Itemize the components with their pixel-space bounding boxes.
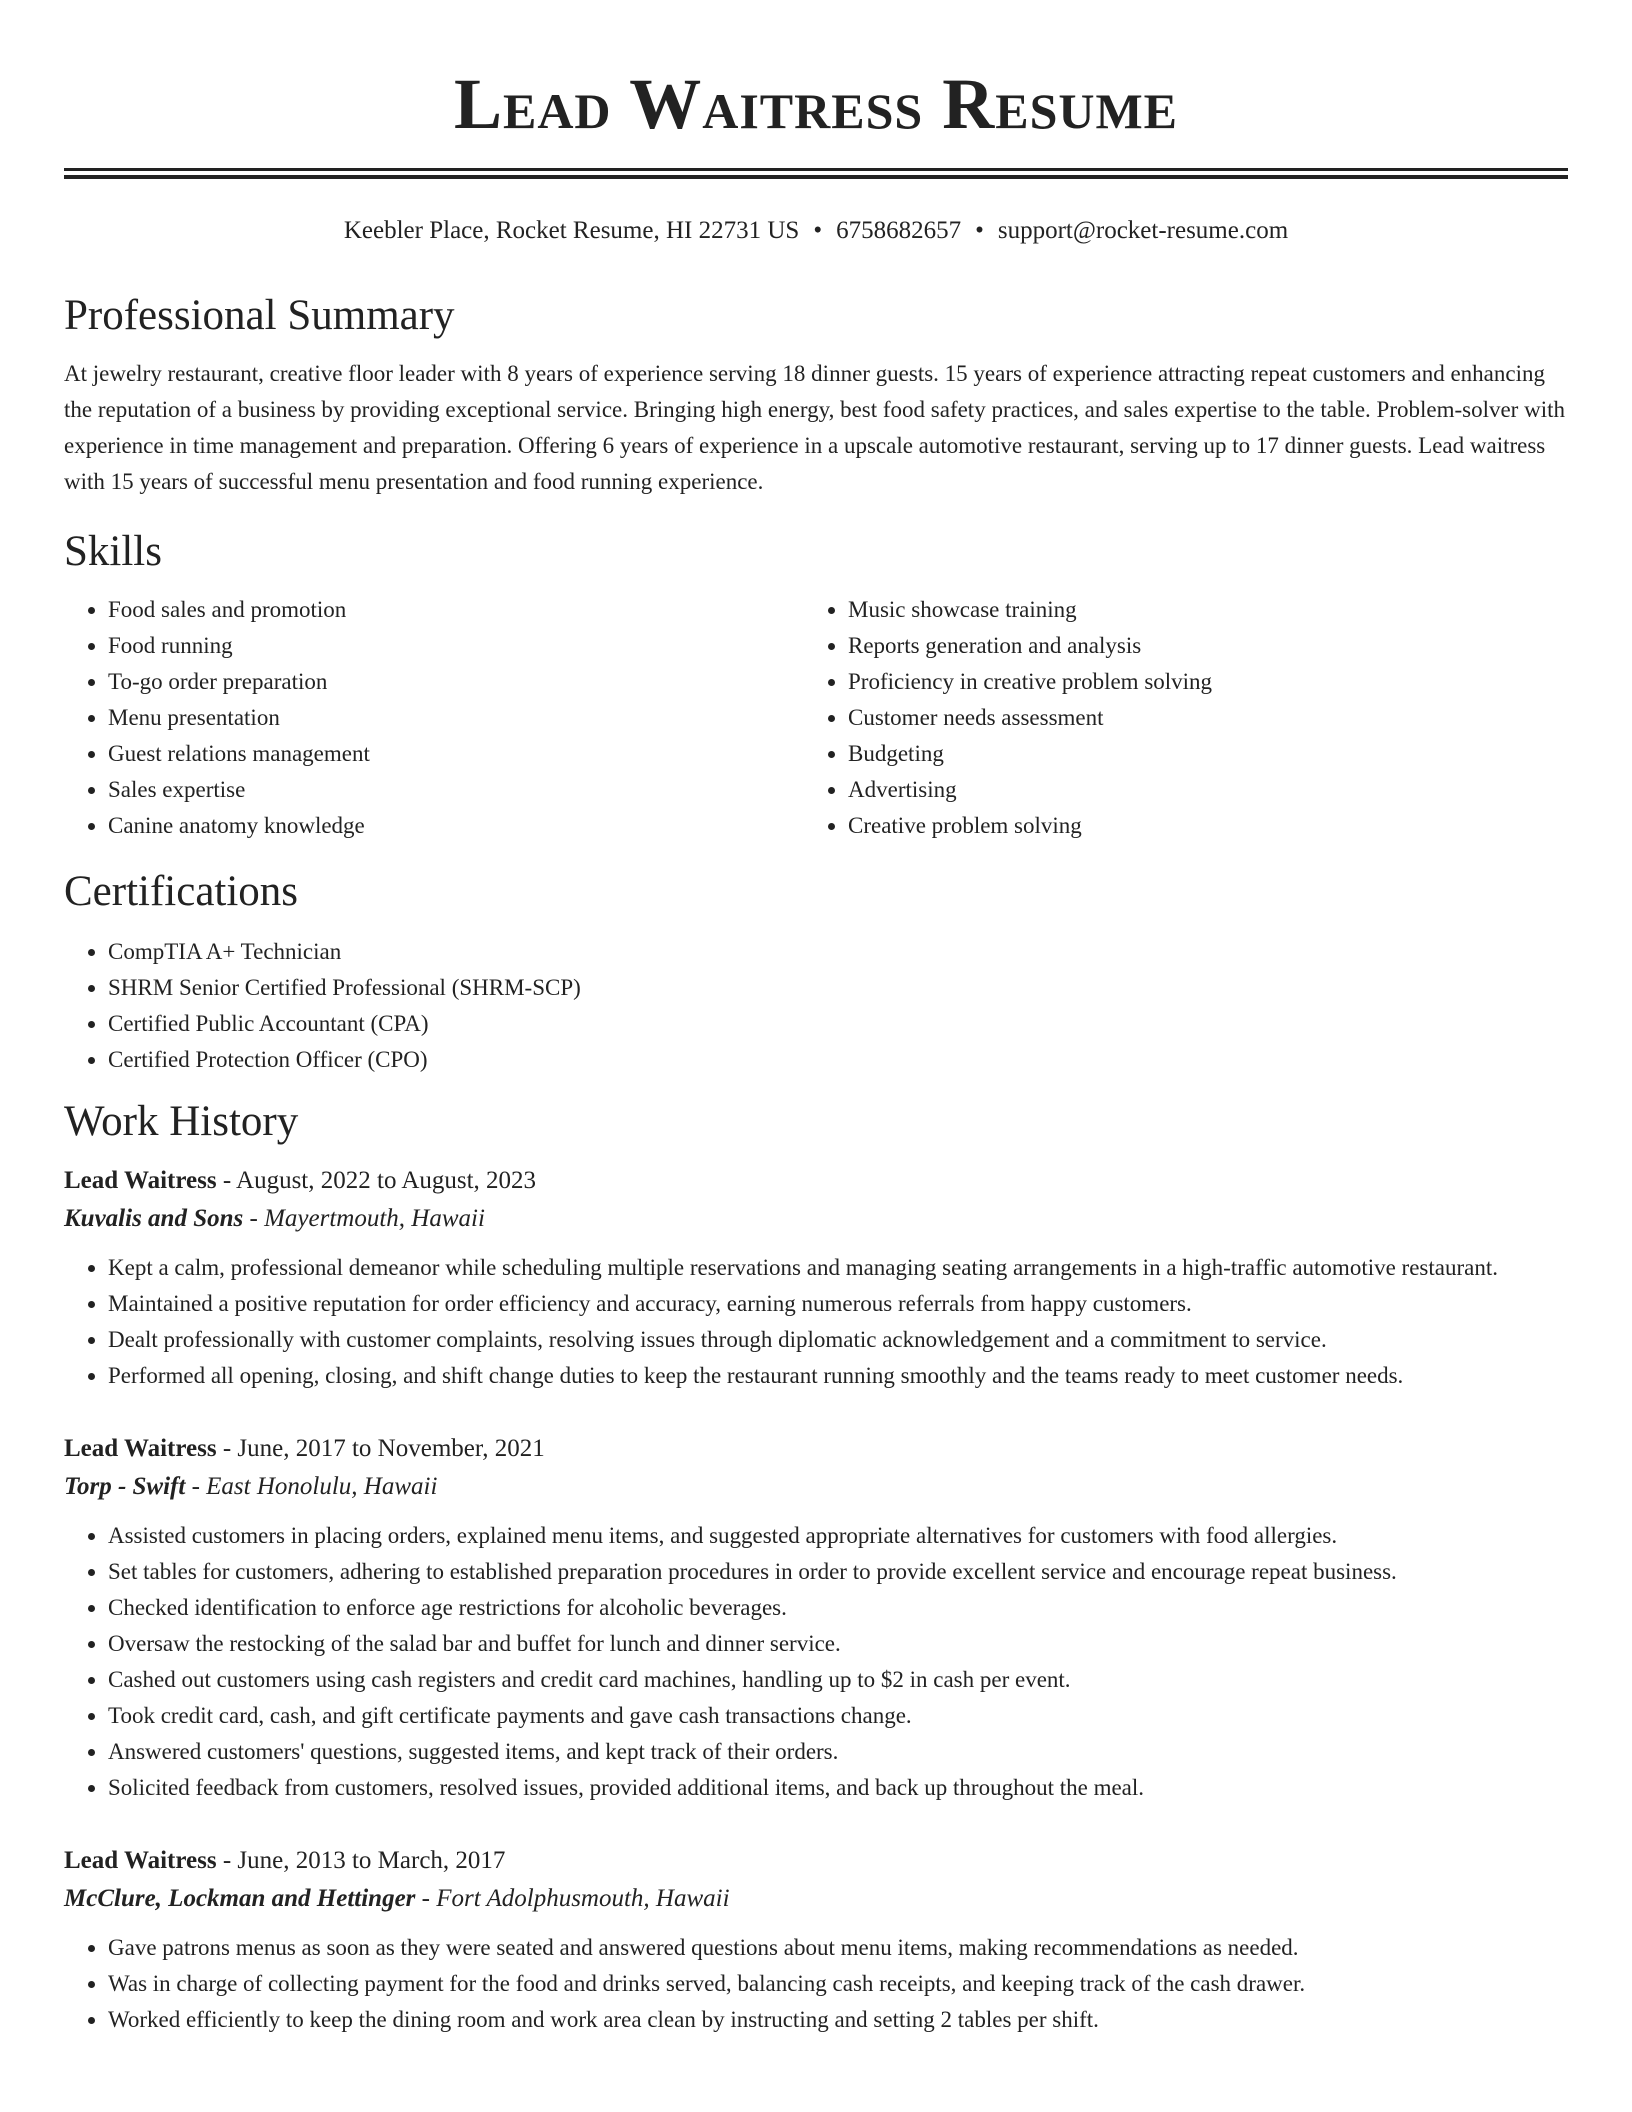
skills-columns — [64, 592, 1568, 844]
contact-separator: • — [813, 217, 823, 244]
job-dates: - August, 2022 to August, 2023 — [216, 1167, 537, 1194]
job-company-line — [64, 1468, 1568, 1506]
job-bullet: • Answered customers' questions, suggested items, and kept track of their orders. — [108, 1734, 1568, 1770]
job-location: - Fort Adolphusmouth, Hawaii — [415, 1885, 730, 1912]
job-header — [64, 1842, 1568, 1880]
title-divider — [64, 168, 1568, 179]
job-dates: - June, 2013 to March, 2017 — [216, 1847, 506, 1874]
job-bullet: • Took credit card, cash, and gift certificate payments and gave cash transactions change. — [108, 1698, 1568, 1734]
job-bullets — [64, 1930, 1568, 2038]
certification-item: • Certified Public Accountant (CPA) — [108, 1006, 1568, 1042]
job-company: Kuvalis and Sons — [64, 1205, 244, 1232]
skill-item: • Customer needs assessment — [848, 700, 1212, 736]
job-entry — [64, 1162, 1568, 1394]
job-company-line — [64, 1200, 1568, 1238]
skill-item: • Food sales and promotion — [108, 592, 806, 628]
skill-item: • Reports generation and analysis — [848, 628, 1212, 664]
skill-item: • Music showcase training — [848, 592, 1212, 628]
skill-item: • Food running — [108, 628, 806, 664]
resume-title: Lead Waitress Resume — [453, 64, 1179, 144]
contact-phone: 6758682657 — [836, 217, 962, 244]
skills-heading: Skills — [64, 528, 162, 575]
job-company: McClure, Lockman and Hettinger — [64, 1885, 416, 1912]
job-bullet: • Gave patrons menus as soon as they were seated and answered questions about menu items, making recommendations as needed. — [108, 1930, 1568, 1966]
certifications-list — [64, 934, 1568, 1078]
contact-email: support@rocket-resume.com — [997, 217, 1289, 244]
job-entry — [64, 1430, 1568, 1806]
contact-separator: • — [975, 217, 984, 244]
work-history-heading: Work History — [64, 1098, 299, 1145]
job-bullet: • Assisted customers in placing orders, explained menu items, and suggested appropriate alternatives for customers with food allergies. — [108, 1518, 1568, 1554]
job-bullet: • Oversaw the restocking of the salad bar and buffet for lunch and dinner service. — [108, 1626, 1568, 1662]
job-company: Torp - Swift — [64, 1473, 186, 1500]
skill-item: • Proficiency in creative problem solving — [848, 664, 1212, 700]
contact-line — [64, 214, 1568, 248]
certification-item: • SHRM Senior Certified Professional (SHRM-SCP) — [108, 970, 1568, 1006]
job-bullet: • Kept a calm, professional demeanor while scheduling multiple reservations and managing seating arrangements in a high-traffic automotive restaurant. — [108, 1250, 1568, 1286]
skill-item: • Advertising — [848, 772, 1212, 808]
skill-item: • Guest relations management — [108, 736, 806, 772]
skills-left-list — [64, 592, 806, 844]
job-bullet: • Performed all opening, closing, and shift change duties to keep the restaurant running smoothly and the teams ready to meet customer needs. — [108, 1358, 1568, 1394]
job-header — [64, 1430, 1568, 1468]
job-bullet: • Maintained a positive reputation for order efficiency and accuracy, earning numerous referrals from happy customers. — [108, 1286, 1568, 1322]
job-entry — [64, 1842, 1568, 2038]
job-bullet: • Solicited feedback from customers, resolved issues, provided additional items, and back up throughout the meal. — [108, 1770, 1568, 1806]
job-company-line — [64, 1880, 1568, 1918]
job-bullet: • Cashed out customers using cash registers and credit card machines, handling up to $2 in cash per event. — [108, 1662, 1568, 1698]
job-bullet: • Was in charge of collecting payment for the food and drinks served, balancing cash receipts, and keeping track of the cash drawer. — [108, 1966, 1568, 2002]
skill-item: • Sales expertise — [108, 772, 806, 808]
certifications-heading: Certifications — [64, 868, 299, 915]
job-bullet: • Checked identification to enforce age restrictions for alcoholic beverages. — [108, 1590, 1568, 1626]
job-role: Lead Waitress — [64, 1435, 217, 1462]
skill-item: • Menu presentation — [108, 700, 806, 736]
job-bullet: • Worked efficiently to keep the dining room and work area clean by instructing and setting 2 tables per shift. — [108, 2002, 1568, 2038]
job-dates: - June, 2017 to November, 2021 — [216, 1435, 545, 1462]
certification-item: • CompTIA A+ Technician — [108, 934, 1568, 970]
skill-item: • Creative problem solving — [848, 808, 1212, 844]
job-role: Lead Waitress — [64, 1167, 217, 1194]
job-location: - East Honolulu, Hawaii — [185, 1473, 438, 1500]
job-bullet: • Set tables for customers, adhering to established preparation procedures in order to provide excellent service and encourage repeat business. — [108, 1554, 1568, 1590]
skills-right-list — [806, 592, 1212, 844]
job-bullets — [64, 1518, 1568, 1806]
summary-heading: Professional Summary — [64, 292, 455, 339]
skill-item: • Budgeting — [848, 736, 1212, 772]
job-header — [64, 1162, 1568, 1200]
certification-item: • Certified Protection Officer (CPO) — [108, 1042, 1568, 1078]
job-bullets — [64, 1250, 1568, 1394]
skill-item: • Canine anatomy knowledge — [108, 808, 806, 844]
job-role: Lead Waitress — [64, 1847, 217, 1874]
summary-text: At jewelry restaurant, creative floor leader with 8 years of experience serving 18 dinner guests. 15 years of experience attracting repeat customers and enhancing the reputation of a business by providing exceptional service. Bringing high energy, best food safety practices, and sales expertise to the table. Problem-solver with experience in time management and preparation. Offering 6 years of experience in a upscale automotive restaurant, serving up to 17 dinner guests. Lead waitress with 15 years of successful menu presentation and food running experience. — [64, 361, 1565, 494]
job-location: - Mayertmouth, Hawaii — [243, 1205, 485, 1232]
job-bullet: • Dealt professionally with customer complaints, resolving issues through diplomatic acknowledgement and a commitment to service. — [108, 1322, 1568, 1358]
contact-address: Keebler Place, Rocket Resume, HI 22731 US — [343, 217, 800, 244]
skill-item: • To-go order preparation — [108, 664, 806, 700]
